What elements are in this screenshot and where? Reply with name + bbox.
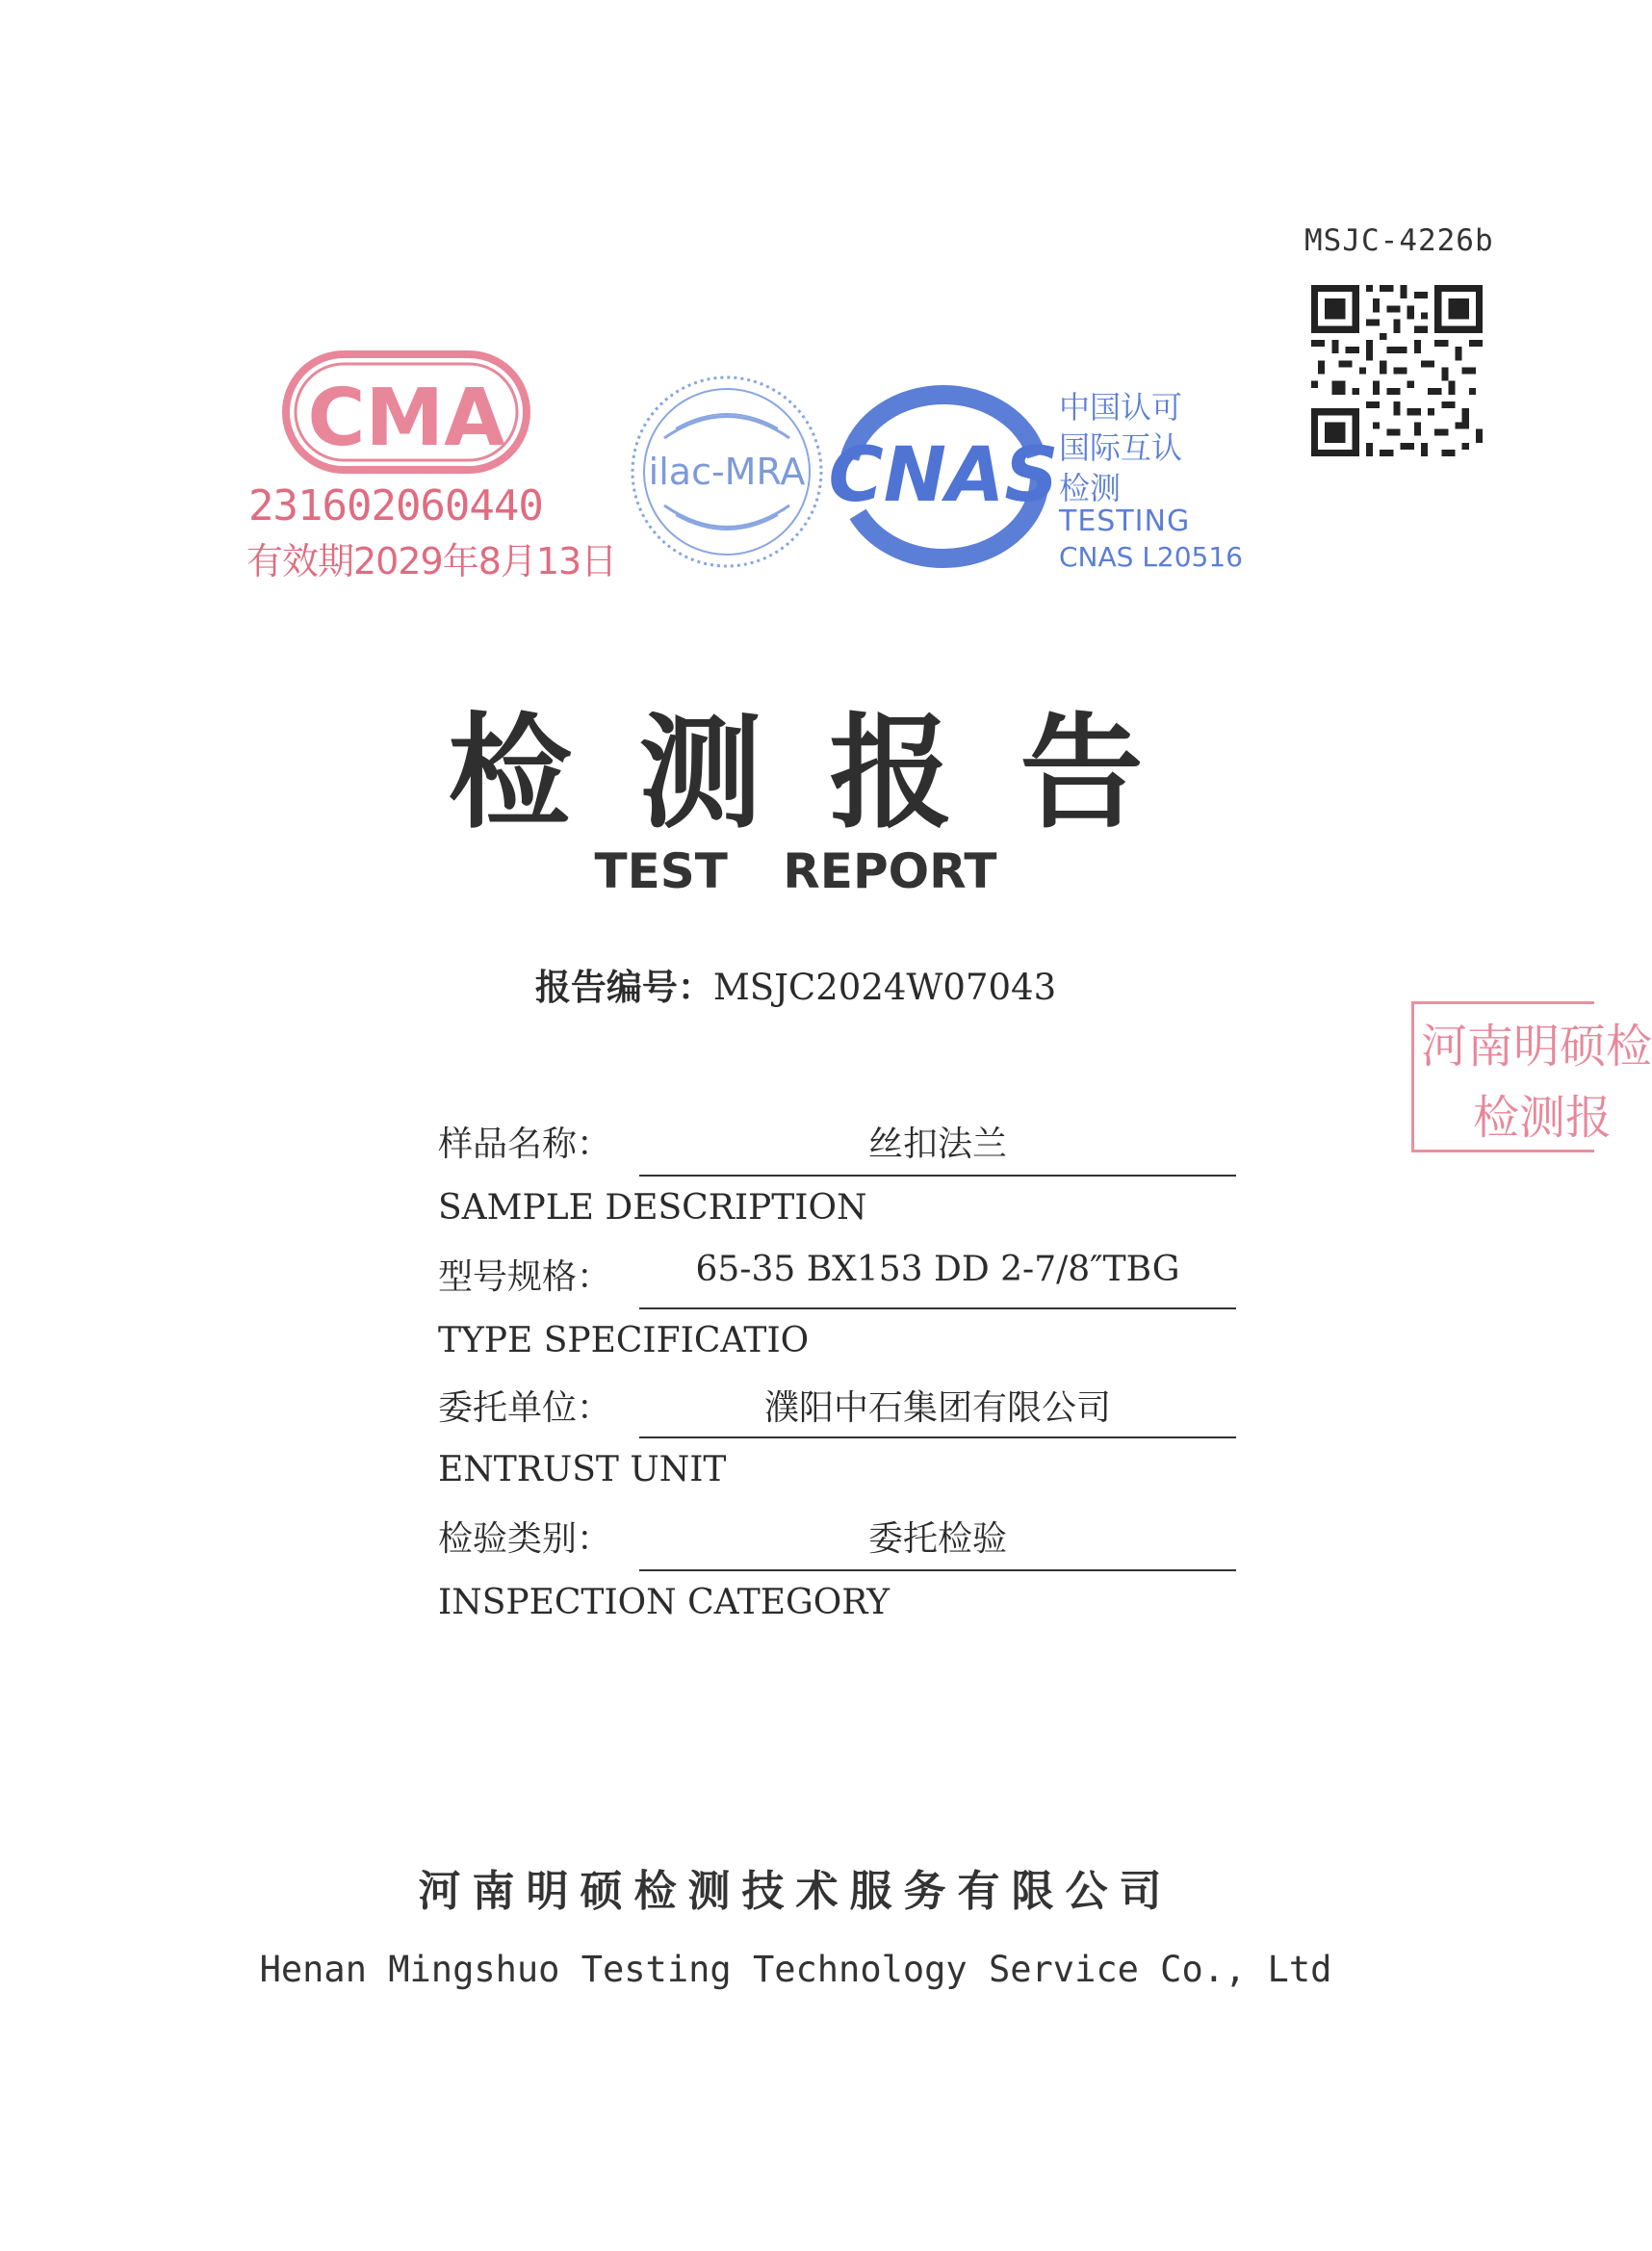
ilac-mark: ilac-MRA <box>648 451 806 493</box>
type-specification-value: 65-35 BX153 DD 2-7/8″TBG <box>695 1250 1180 1289</box>
company-stamp-line-2: 检测报 <box>1473 1091 1613 1145</box>
qr-code-icon <box>1311 285 1483 456</box>
type-specification-label-cn: 型号规格： <box>438 1257 612 1297</box>
company-name-en: Henan Mingshuo Testing Technology Service Co., Ltd <box>259 1949 1332 1990</box>
sample-description-label-en: SAMPLE DESCRIPTION <box>438 1188 867 1228</box>
cma-number: 231602060440 <box>248 481 543 530</box>
report-number <box>0 958 1591 1010</box>
cnas-line-4: TESTING <box>1059 505 1191 538</box>
cnas-line-1: 中国认可 <box>1059 389 1183 426</box>
ilac-mra-seal-icon <box>626 371 828 573</box>
entrust-unit-label-en: ENTRUST UNIT <box>438 1450 727 1489</box>
inspection-category-label-cn: 检验类别： <box>438 1519 612 1559</box>
inspection-category-underline <box>639 1569 1236 1571</box>
type-specification-label-en: TYPE SPECIFICATIO <box>438 1321 810 1360</box>
company-stamp-line-1: 河南明硕检 <box>1421 1020 1652 1074</box>
report-title-en: TEST REPORT <box>594 843 997 899</box>
type-specification-underline <box>639 1307 1236 1309</box>
report-title-cn: 检测报告 <box>448 701 1211 845</box>
cnas-seal-icon <box>828 385 1059 568</box>
entrust-unit-underline <box>639 1436 1236 1438</box>
entrust-unit-label-cn: 委托单位： <box>438 1388 612 1428</box>
cnas-line-2: 国际互认 <box>1059 429 1183 466</box>
cma-validity: 有效期2029年8月13日 <box>246 540 617 582</box>
inspection-category-label-en: INSPECTION CATEGORY <box>438 1583 891 1622</box>
cnas-mark: CNAS <box>828 432 1059 519</box>
cma-mark: CMA <box>307 373 505 464</box>
report-number-value: MSJC2024W07043 <box>712 967 1057 1008</box>
entrust-unit-value: 濮阳中石集团有限公司 <box>763 1388 1111 1428</box>
sample-description-underline <box>639 1175 1236 1177</box>
company-name-cn: 河南明硕检测技术服务有限公司 <box>418 1867 1174 1916</box>
document-code: MSJC-4226b <box>1304 223 1494 258</box>
report-number-label: 报告编号： <box>534 967 713 1008</box>
sample-description-value: 丝扣法兰 <box>867 1125 1007 1164</box>
cnas-line-3: 检测 <box>1059 470 1122 506</box>
cnas-accreditation-number: CNAS L20516 <box>1059 541 1243 573</box>
inspection-category-value: 委托检验 <box>867 1519 1007 1559</box>
sample-description-label-cn: 样品名称： <box>438 1125 612 1164</box>
